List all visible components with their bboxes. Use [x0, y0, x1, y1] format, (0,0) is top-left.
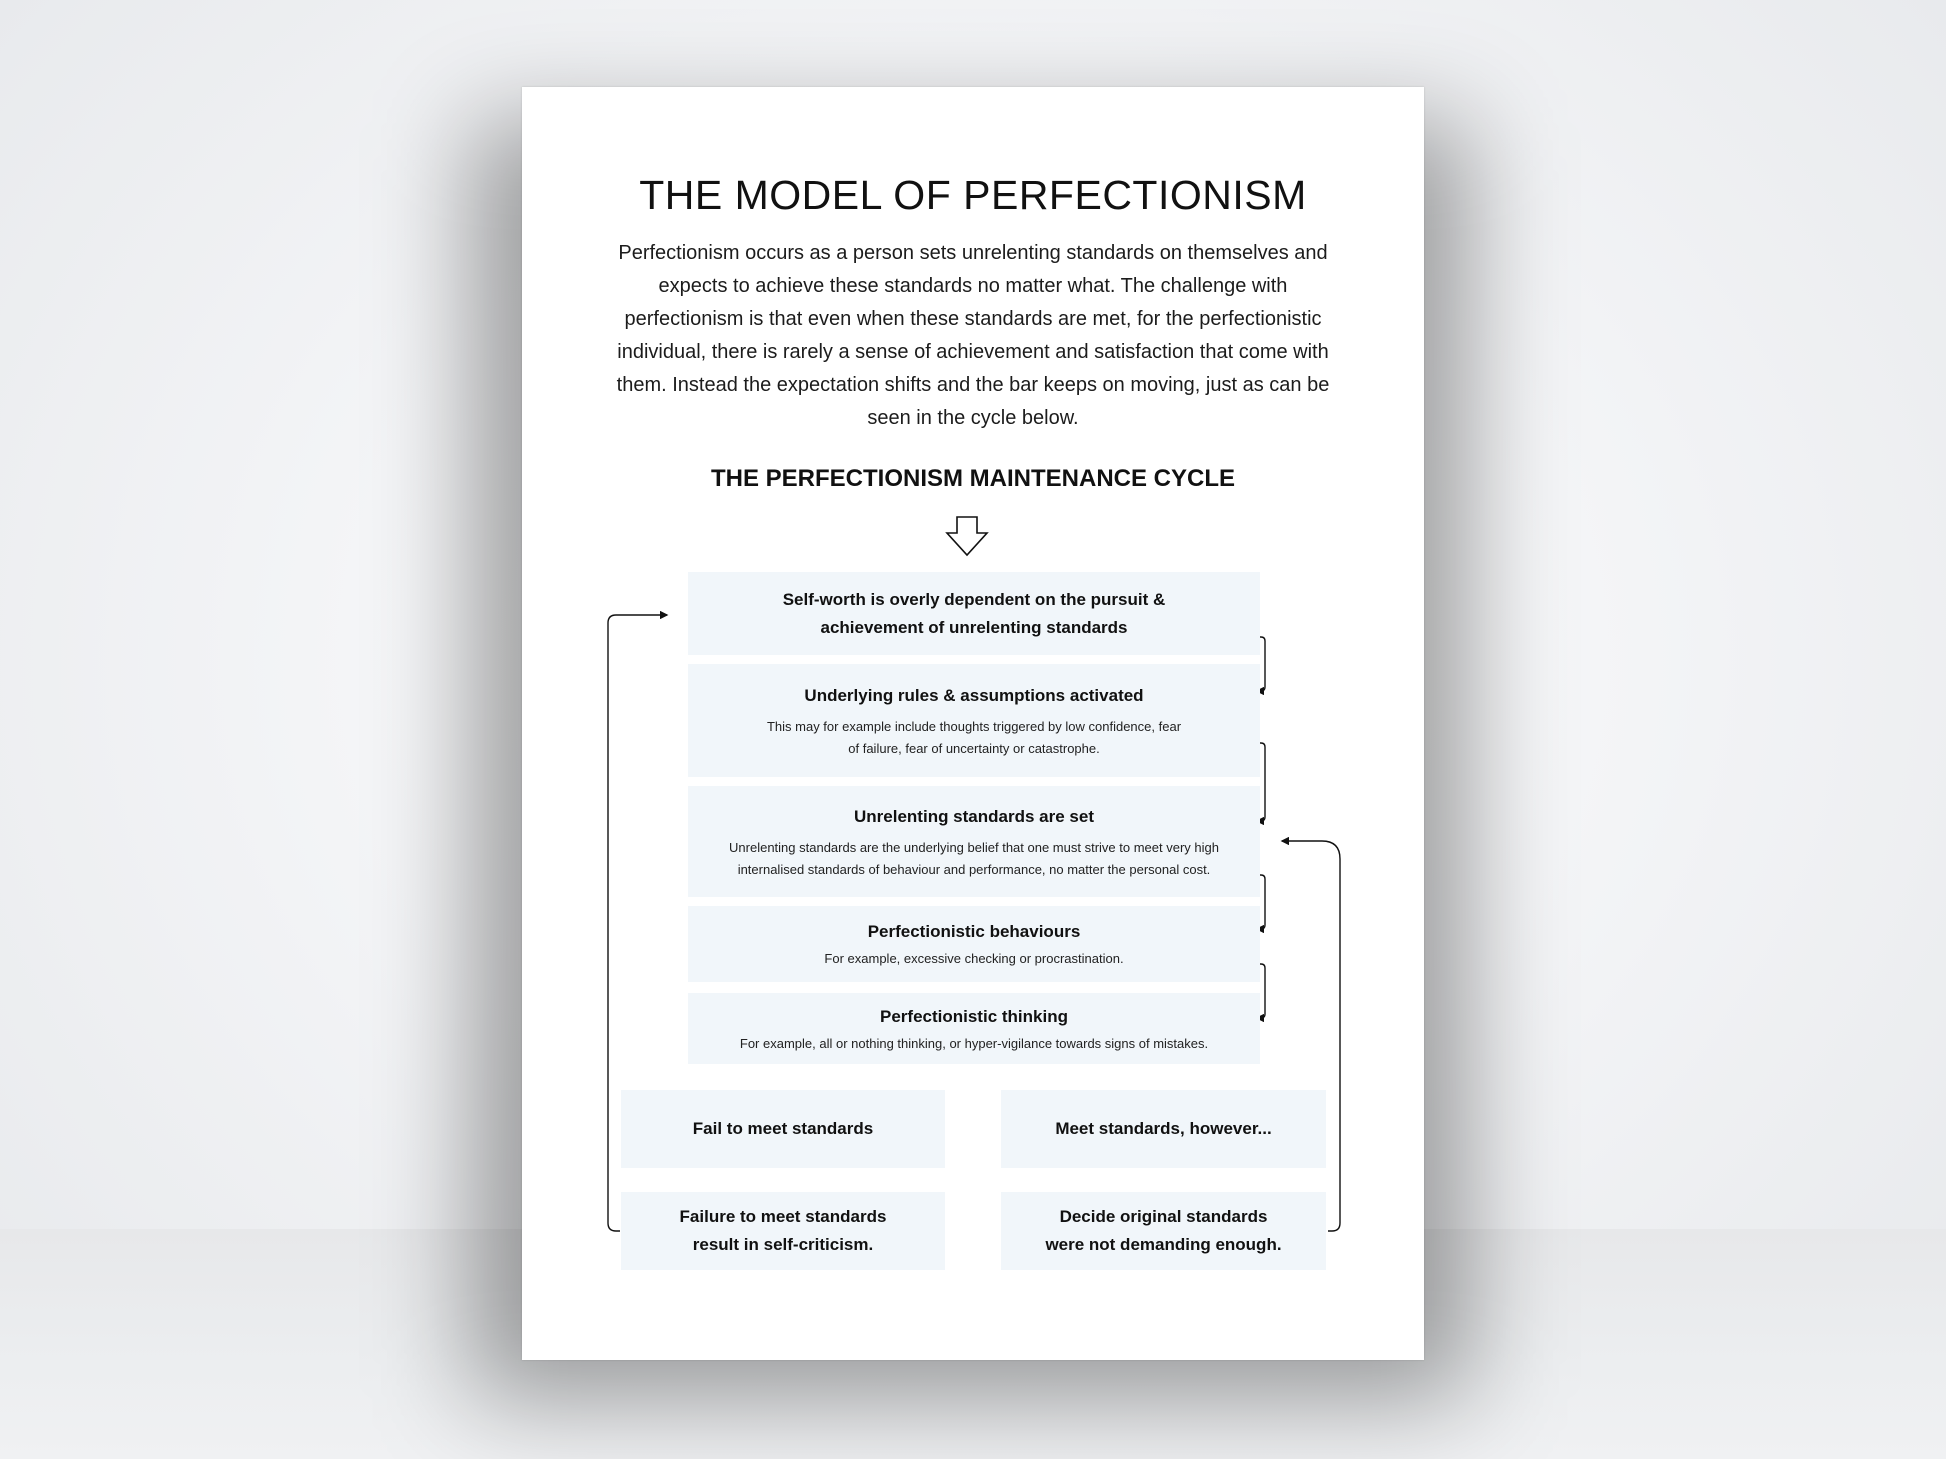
- box-perfectionistic-behaviours: [688, 906, 1260, 982]
- page-title: THE MODEL OF PERFECTIONISM: [639, 172, 1307, 218]
- box-unrelenting-standards: [688, 786, 1260, 897]
- box-meet-standards-title: Meet standards, however...: [1055, 1119, 1272, 1138]
- box-perfectionistic-behaviours-title: Perfectionistic behaviours: [867, 922, 1081, 941]
- box-unrelenting-standards-desc: Unrelenting standards are the underlying belief that one must strive to meet very high internalised standards of behaviour and performance, no matter the personal cost.: [729, 839, 1219, 877]
- box-perfectionistic-behaviours-desc: For example, excessive checking or procrastination.: [824, 951, 1124, 966]
- intro-paragraph: Perfectionism occurs as a person sets unrelenting standards on themselves and expects to achieve these standards no matter what. The challenge with perfectionism is that even when these standards are met, for the perfectionistic individual, there is rarely a sense of achievement and satisfaction that come with them. Instead the expectation shifts and the bar keeps on moving, just as can be seen in the cycle below.: [616, 242, 1330, 429]
- box-self-worth-title: Self-worth is overly dependent on the pursuit & achievement of unrelenting standards: [782, 589, 1166, 637]
- box-not-demanding-title: Decide original standards were not demanding enough.: [1045, 1207, 1282, 1254]
- box-self-criticism: [621, 1192, 945, 1270]
- box-self-worth: [688, 572, 1260, 655]
- cycle-title: THE PERFECTIONISM MAINTENANCE CYCLE: [710, 465, 1235, 492]
- box-not-demanding: [1001, 1192, 1326, 1270]
- box-perfectionistic-thinking: [688, 993, 1260, 1064]
- box-underlying-rules: [688, 664, 1260, 777]
- box-fail-to-meet-title: Fail to meet standards: [692, 1119, 874, 1138]
- box-unrelenting-standards-title: Unrelenting standards are set: [854, 806, 1094, 826]
- box-self-criticism-title: Failure to meet standards result in self-criticism.: [679, 1207, 887, 1254]
- box-fail-to-meet: [621, 1090, 945, 1168]
- box-underlying-rules-title: Underlying rules & assumptions activated: [804, 685, 1144, 705]
- right-loop-arrow: [1282, 841, 1340, 1231]
- box-underlying-rules-desc: This may for example include thoughts triggered by low confidence, fear of failure, fear of uncertainty or catastrophe.: [766, 718, 1182, 756]
- box-meet-standards: [1001, 1090, 1326, 1168]
- box-perfectionistic-thinking-title: Perfectionistic thinking: [880, 1006, 1068, 1026]
- worksheet-page: [522, 87, 1424, 1360]
- down-arrow-icon: [947, 517, 987, 555]
- box-perfectionistic-thinking-desc: For example, all or nothing thinking, or hyper-vigilance towards signs of mistakes.: [739, 1035, 1209, 1051]
